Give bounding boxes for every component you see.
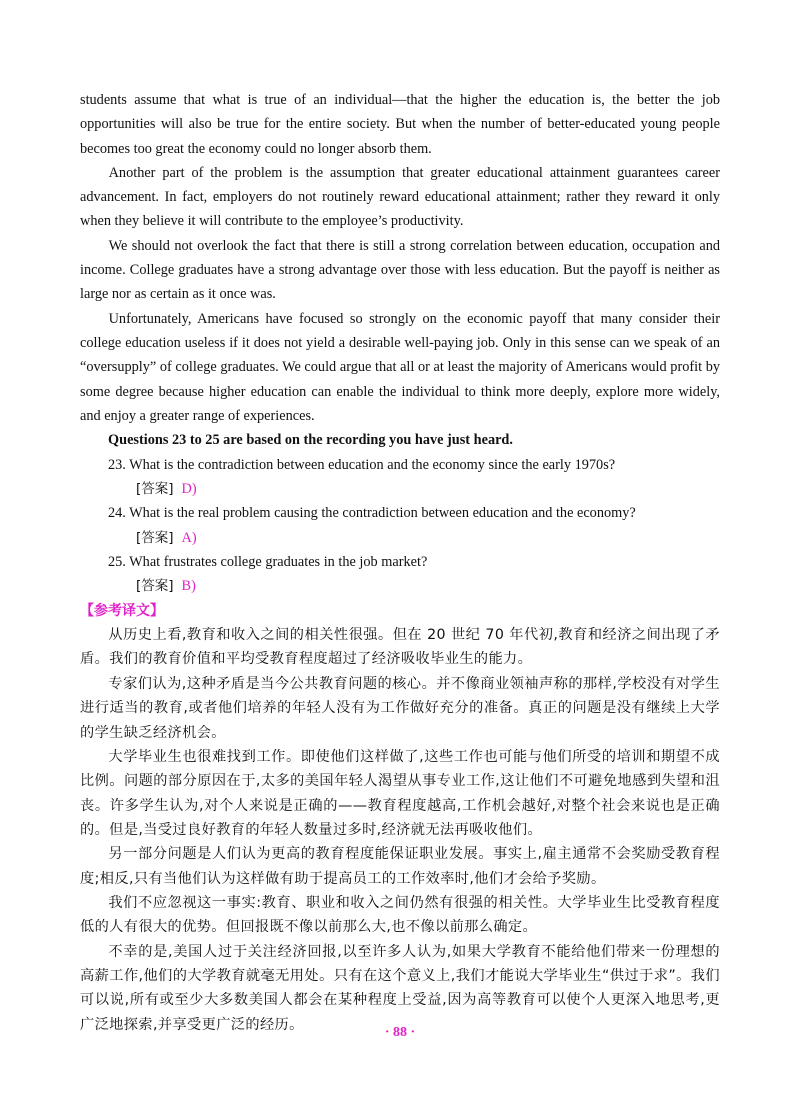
answer-25: [136, 574, 720, 598]
reference-translation-heading: 【参考译文】: [80, 602, 164, 619]
chinese-paragraph-4: 另一部分问题是人们认为更高的教育程度能保证职业发展。事实上,雇主通常不会奖励受教育程度;相反,只有当他们认为这样做有助于提高员工的工作效率时,他们才会给予奖励。: [80, 846, 720, 887]
answer-value: B): [181, 578, 196, 595]
chinese-paragraph-3: 大学毕业生也很难找到工作。即使他们这样做了,这些工作也可能与他们所受的培训和期望不成比例。问题的部分原因在于,太多的美国年轻人渴望从事专业工作,这让他们不可避免地感到失望和沮丧。许多学生认为,对个人来说是正确的——教育程度越高,工作机会越好,对整个社会来说也是正确的。但是,当受过良好教育的年轻人数量过多时,经济就无法再吸收他们。: [80, 748, 720, 838]
answer-value: D): [181, 481, 197, 498]
question-23: 23. What is the contradiction between education and the economy since the early 1970s?: [108, 456, 616, 473]
question-24: 24. What is the real problem causing the contradiction between education and the economy?: [108, 505, 636, 522]
question-25: 25. What frustrates college graduates in the job market?: [108, 553, 428, 570]
chinese-paragraph-6: 不幸的是,美国人过于关注经济回报,以至许多人认为,如果大学教育不能给他们带来一份理想的高薪工作,他们的大学教育就毫无用处。只有在这个意义上,我们才能说大学毕业生“供过于求”。我们可以说,所有或至少大多数美国人都会在某种程度上受益,因为高等教育可以使个人更深入地思考,更广泛地探索,并享受更广泛的经历。: [80, 943, 720, 1033]
answer-24: [136, 526, 720, 550]
english-paragraph-2: Another part of the problem is the assumption that greater educational attainment guarantees career advancement. In fact, employers do not routinely reward educational attainment; rather they reward it only when they believe it will contribute to the employee’s productivity.: [80, 164, 720, 230]
chinese-paragraph-5: 我们不应忽视这一事实:教育、职业和收入之间仍然有很强的相关性。大学毕业生比受教育程度低的人有很大的优势。但回报既不像以前那么大,也不像以前那么确定。: [80, 894, 720, 936]
answer-label: [答案]: [136, 578, 174, 595]
english-paragraph-1: students assume that what is true of an individual—that the higher the education is, the better the job opportunities will also be true for the entire society. But when the number of better-educated young people becomes too great the economy could no longer absorb them.: [80, 92, 720, 157]
page-content: [80, 88, 720, 1037]
english-paragraph-3: We should not overlook the fact that there is still a strong correlation between education, occupation and income. College graduates have a strong advantage over those with less education. But the payoff is neither as large nor as certain as it once was.: [80, 237, 720, 303]
answer-23: [136, 477, 720, 501]
answer-value: A): [181, 529, 197, 546]
english-paragraph-4: Unfortunately, Americans have focused so strongly on the economic payoff that many consider their college education useless if it does not yield a desirable well-paying job. Only in this sense can we speak of an “oversupply” of college graduates. We could argue that all or at least the majority of Americans would profit by some degree because higher education can enable the individual to think more deeply, explore more widely, and enjoy a greater range of experiences.: [80, 310, 720, 424]
chinese-paragraph-1: 从历史上看,教育和收入之间的相关性很强。但在 20 世纪 70 年代初,教育和经济之间出现了矛盾。我们的教育价值和平均受教育程度超过了经济吸收毕业生的能力。: [80, 627, 720, 668]
page-number: · 88 ·: [384, 1025, 416, 1040]
questions-heading: Questions 23 to 25 are based on the recording you have just heard.: [108, 432, 513, 449]
answer-label: [答案]: [136, 481, 174, 498]
chinese-paragraph-2: 专家们认为,这种矛盾是当今公共教育问题的核心。并不像商业领袖声称的那样,学校没有对学生进行适当的教育,或者他们培养的年轻人没有为工作做好充分的准备。真正的问题是没有继续上大学的学生缺乏经济机会。: [80, 675, 720, 741]
answer-label: [答案]: [136, 529, 174, 546]
